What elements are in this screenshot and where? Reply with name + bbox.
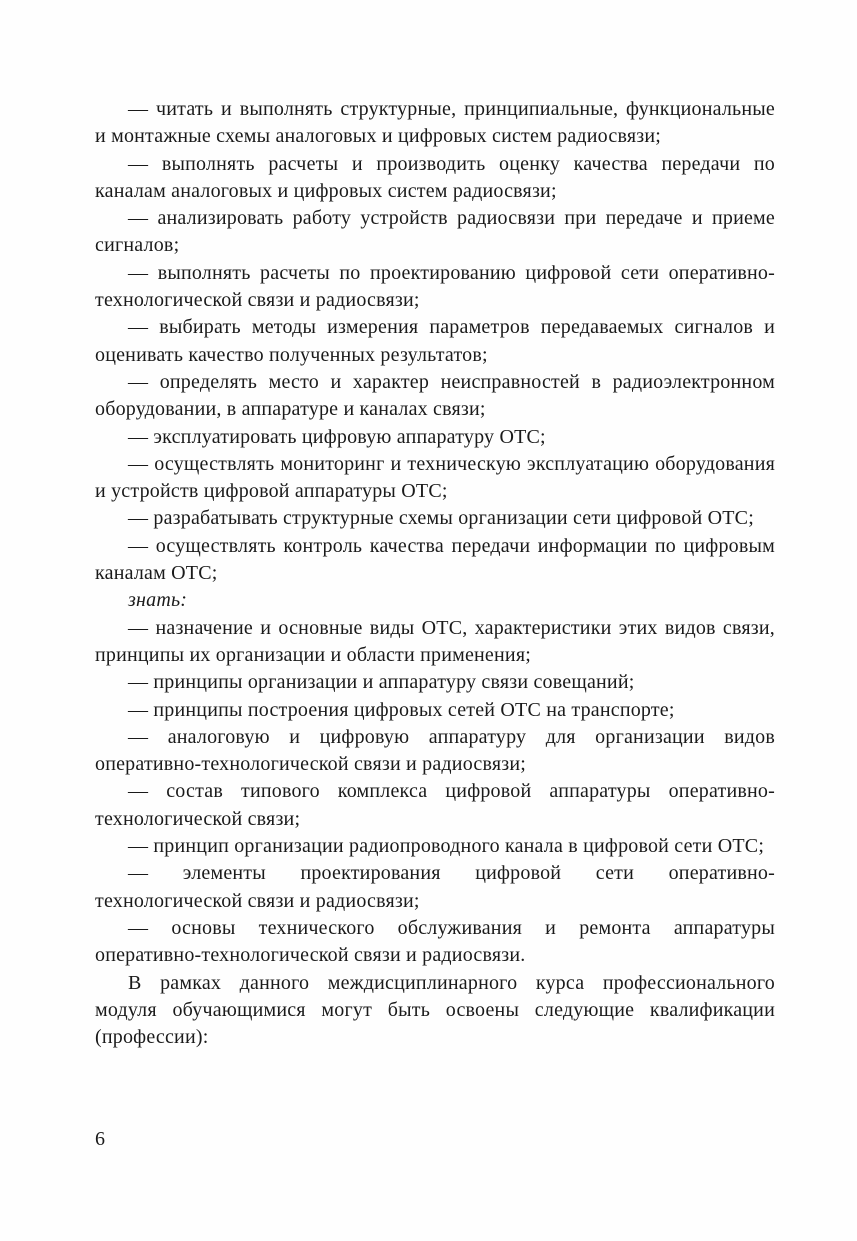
paragraph: — анализировать работу устройств радиосвязи при передаче и приеме сигналов; <box>95 207 775 257</box>
paragraph: — принцип организации радиопроводного канала в цифровой сети ОТС; <box>128 835 765 858</box>
paragraph: — аналоговую и цифровую аппаратуру для организации видов оперативно-технологической связи и радиосвязи; <box>95 725 775 776</box>
paragraph: — разрабатывать структурные схемы организации сети цифровой ОТС; <box>128 507 754 530</box>
paragraph-znat-heading: знать: <box>128 589 188 612</box>
paragraph: — определять место и характер неисправностей в радиоэлектронном оборудовании, в аппаратуре и каналах связи; <box>95 370 775 421</box>
paragraph: — принципы организации и аппаратуру связи совещаний; <box>128 671 635 694</box>
paragraph: — выполнять расчеты по проектированию цифровой сети оперативно-технологической связи и радиосвязи; <box>95 261 775 312</box>
paragraph: — выполнять расчеты и производить оценку качества передачи по каналам аналоговых и цифровых систем радиосвязи; <box>95 152 775 202</box>
paragraph: — состав типового комплекса цифровой аппаратуры оперативно-технологической связи; <box>95 780 775 830</box>
paragraph: — назначение и основные виды ОТС, характеристики этих видов связи, принципы их организации и области применения; <box>95 616 775 666</box>
paragraph: — эксплуатировать цифровую аппаратуру ОТС; <box>128 425 546 448</box>
paragraph: — осуществлять мониторинг и техническую эксплуатацию оборудования и устройств цифровой аппаратуры ОТС; <box>95 452 775 503</box>
paragraph: — основы технического обслуживания и ремонта аппаратуры оперативно-технологической связи и радиосвязи. <box>95 916 775 967</box>
page-number: 6 <box>95 1128 105 1150</box>
paragraph: В рамках данного междисциплинарного курса профессионального модуля обучающимися могут быть освоены следующие квалификации (профессии): <box>95 971 775 1049</box>
paragraph: — читать и выполнять структурные, принципиальные, функциональные и монтажные схемы аналоговых и цифровых систем радиосвязи; <box>95 98 775 148</box>
paragraph: — осуществлять контроль качества передачи информации по цифровым каналам ОТС; <box>95 534 775 585</box>
paragraph: — принципы построения цифровых сетей ОТС на транспорте; <box>128 698 675 721</box>
paragraph: — выбирать методы измерения параметров передаваемых сигналов и оценивать качество полученных результатов; <box>95 316 775 366</box>
text-block <box>95 96 775 1051</box>
paragraph: — элементы проектирования цифровой сети оперативно-технологической связи и радиосвязи; <box>95 862 775 912</box>
